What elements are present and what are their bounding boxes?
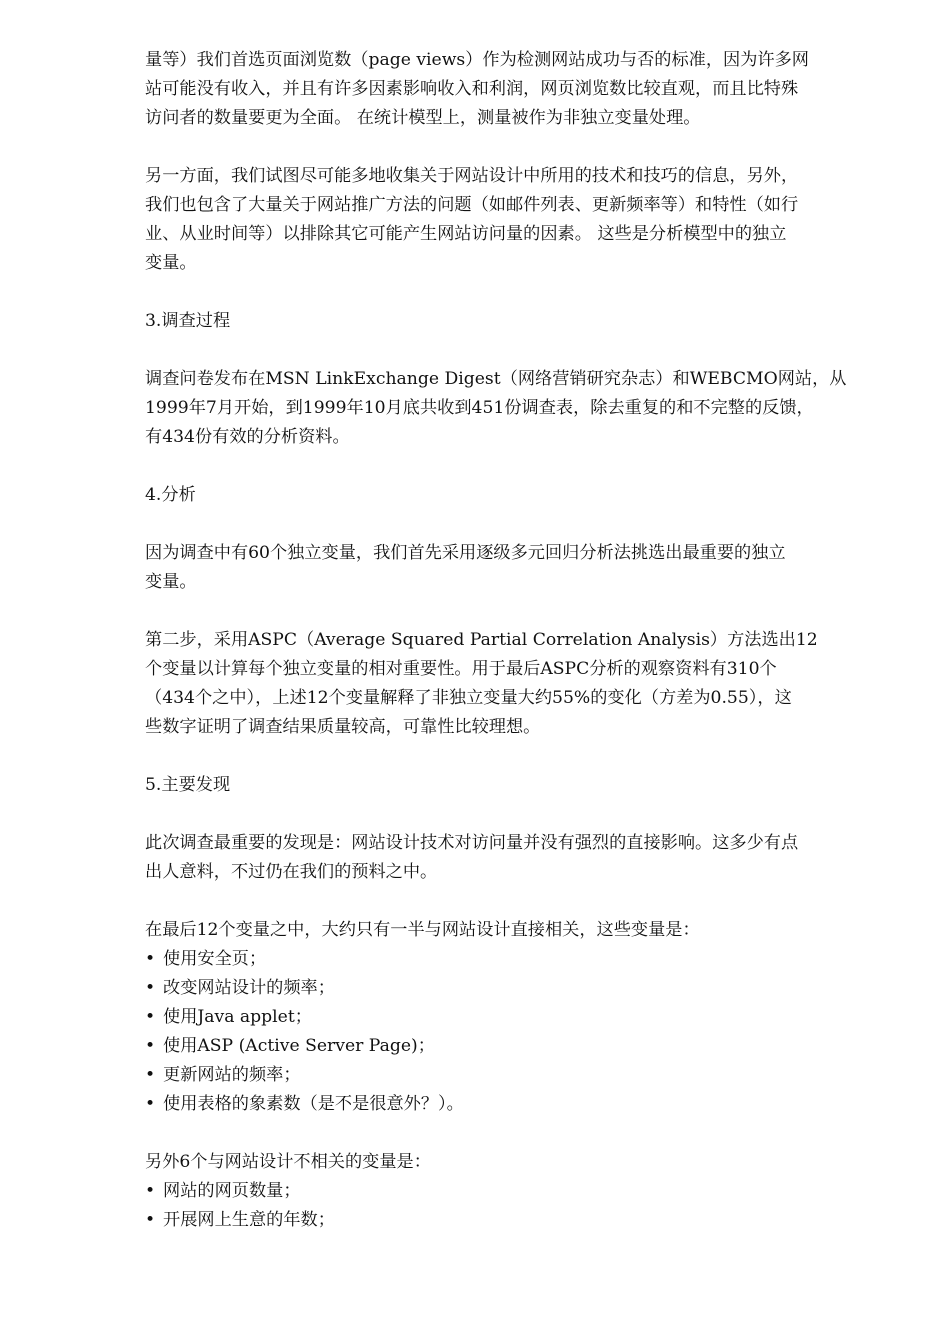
text-line: 我们也包含了大量关于网站推广方法的问题（如邮件列表、更新频率等）和特性（如行 xyxy=(145,195,799,215)
section-heading-main-findings: 5.主要发现 xyxy=(145,775,231,795)
list-item-text: 使用ASP (Active Server Page)； xyxy=(163,1036,435,1056)
text-line: 1999年7月开始，到1999年10月底共收到451份调查表，除去重复的和不完整的反馈， xyxy=(145,398,814,418)
bullet-icon: • xyxy=(145,949,156,969)
text-line: 些数字证明了调查结果质量较高，可靠性比较理想。 xyxy=(145,717,541,737)
design-variables-section xyxy=(145,916,885,1119)
paragraph-page-views xyxy=(145,46,885,133)
non-design-variables-list xyxy=(145,1177,885,1235)
design-variables-list xyxy=(145,945,885,1119)
list-item xyxy=(145,1177,885,1206)
list-item-text: 改变网站设计的频率； xyxy=(163,978,335,998)
list-item xyxy=(145,945,885,974)
paragraph-analysis-step1 xyxy=(145,539,885,597)
list-item xyxy=(145,974,885,1003)
list-intro: 在最后12个变量之中，大约只有一半与网站设计直接相关，这些变量是： xyxy=(145,920,700,940)
list-intro: 另外6个与网站设计不相关的变量是： xyxy=(145,1152,431,1172)
text-line: （434个之中），上述12个变量解释了非独立变量大约55%的变化（方差为0.55），这 xyxy=(145,688,792,708)
paragraph-survey-process xyxy=(145,365,885,452)
paragraph-main-finding xyxy=(145,829,885,887)
text-line: 个变量以计算每个独立变量的相对重要性。用于最后ASPC分析的观察资料有310个 xyxy=(145,659,777,679)
list-item-text: 使用表格的象素数（是不是很意外？）。 xyxy=(163,1094,464,1114)
bullet-icon: • xyxy=(145,1210,156,1230)
text-line: 第二步，采用ASPC（Average Squared Partial Correlation Analysis）方法选出12 xyxy=(145,630,818,650)
text-line: 业、从业时间等）以排除其它可能产生网站访问量的因素。 这些是分析模型中的独立 xyxy=(145,224,787,244)
bullet-icon: • xyxy=(145,1181,156,1201)
section-heading-analysis: 4.分析 xyxy=(145,485,196,505)
text-line: 另一方面，我们试图尽可能多地收集关于网站设计中所用的技术和技巧的信息，另外， xyxy=(145,166,799,186)
text-line: 有434份有效的分析资料。 xyxy=(145,427,350,447)
text-line: 变量。 xyxy=(145,572,197,592)
text-line: 量等）我们首选页面浏览数（page views）作为检测网站成功与否的标准，因为许多网 xyxy=(145,50,809,70)
paragraph-independent-variables xyxy=(145,162,885,278)
section-heading-survey-process: 3.调查过程 xyxy=(145,311,231,331)
list-item-text: 使用安全页； xyxy=(163,949,267,969)
list-item xyxy=(145,1003,885,1032)
list-item-text: 更新网站的频率； xyxy=(163,1065,301,1085)
bullet-icon: • xyxy=(145,1094,156,1114)
list-item-text: 使用Java applet； xyxy=(163,1007,312,1027)
list-item-text: 网站的网页数量； xyxy=(163,1181,301,1201)
paragraph-analysis-step2 xyxy=(145,626,885,742)
list-item xyxy=(145,1090,885,1119)
bullet-icon: • xyxy=(145,1036,156,1056)
list-item xyxy=(145,1206,885,1235)
list-item xyxy=(145,1061,885,1090)
text-line: 变量。 xyxy=(145,253,197,273)
text-line: 调查问卷发布在MSN LinkExchange Digest（网络营销研究杂志）和WEBCMO网站，从 xyxy=(145,369,847,389)
text-line: 站可能没有收入，并且有许多因素影响收入和利润，网页浏览数比较直观，而且比特殊 xyxy=(145,79,799,99)
list-item-text: 开展网上生意的年数； xyxy=(163,1210,335,1230)
list-item xyxy=(145,1032,885,1061)
text-line: 出人意料，不过仍在我们的预料之中。 xyxy=(145,862,438,882)
bullet-icon: • xyxy=(145,1065,156,1085)
bullet-icon: • xyxy=(145,1007,156,1027)
text-line: 访问者的数量要更为全面。 在统计模型上，测量被作为非独立变量处理。 xyxy=(145,108,701,128)
non-design-variables-section xyxy=(145,1148,885,1235)
document-page xyxy=(145,46,885,1264)
text-line: 此次调查最重要的发现是：网站设计技术对访问量并没有强烈的直接影响。这多少有点 xyxy=(145,833,799,853)
text-line: 因为调查中有60个独立变量，我们首先采用逐级多元回归分析法挑选出最重要的独立 xyxy=(145,543,786,563)
bullet-icon: • xyxy=(145,978,156,998)
